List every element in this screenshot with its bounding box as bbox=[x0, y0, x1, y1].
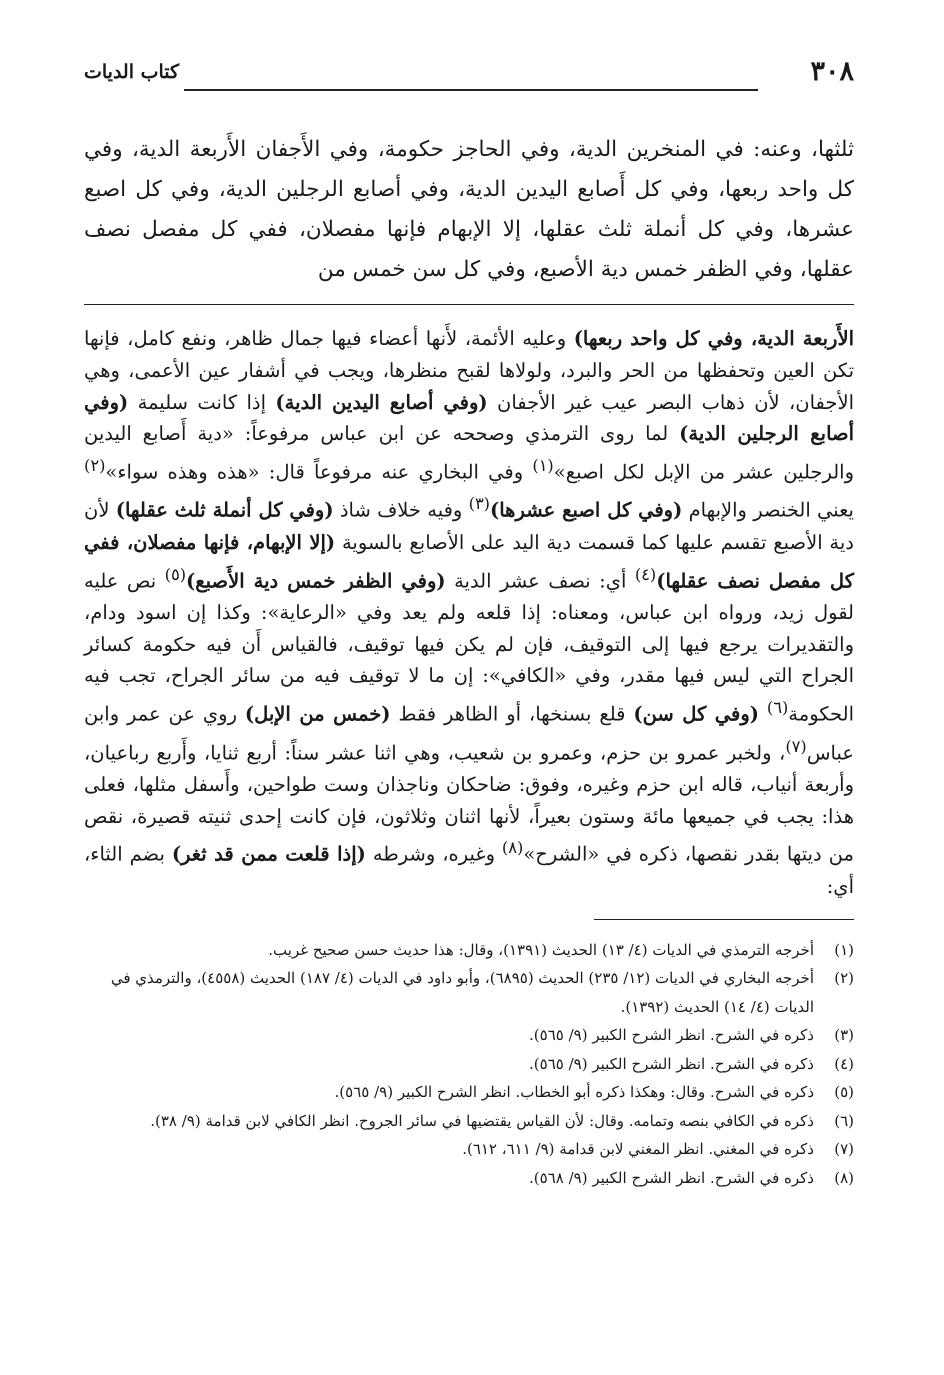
footnote-ref[interactable]: (٧) bbox=[785, 736, 807, 756]
footnote-text: ذكره في الشرح. انظر الشرح الكبير (٩/ ٥٦٥). bbox=[529, 1026, 814, 1045]
footnote bbox=[84, 1107, 854, 1136]
footnote-number: (٦) bbox=[834, 1111, 854, 1130]
footnote bbox=[84, 936, 854, 965]
book-page bbox=[84, 52, 854, 1192]
quoted-matn: الأَربعة الدية، وفي كل واحد ربعها) bbox=[573, 327, 854, 350]
footnote-number: (٤) bbox=[834, 1054, 854, 1073]
footnote-number: (٥) bbox=[834, 1083, 854, 1102]
footnote-number: (٢) bbox=[834, 969, 854, 988]
footnote-text: أخرجه الترمذي في الديات (٤/ ١٣) الحديث (١٣٩١)، وقال: هذا حديث حسن صحيح غريب. bbox=[268, 940, 814, 959]
footnote bbox=[84, 1135, 854, 1164]
quoted-matn: (وفي كل اصبع عشرها) bbox=[490, 498, 683, 522]
footnote bbox=[84, 1078, 854, 1107]
commentary-text: قلع بسنخها، أو الظاهر فقط bbox=[390, 702, 634, 726]
footnote-number: (٣) bbox=[834, 1026, 854, 1045]
footnote-ref[interactable]: (١) bbox=[532, 456, 554, 476]
commentary-text: ، ولخبر عمرو بن حزم، وعمرو بن شعيب، وهي اثنا عشر سناً: أربع ثنايا، وأَربع رباعيان، وأربعة أنياب، قاله ابن حزم وغيره، وفوق: ضاحكان وناجذان وست طواحين، وأَسفل مثلها، فعلى هذا: يجب في جميعها مائة وستون بعيراً، لأنها اثنان وثلاثون، فإن كانت إحدى ثنيته قصيرة، نقص من ديتها بقدر نقصها، ذكره في «الشرح» bbox=[84, 741, 854, 866]
footnote bbox=[84, 1050, 854, 1079]
footnote-text: ذكره في الشرح. وقال: وهكذا ذكره أبو الخطاب. انظر الشرح الكبير (٩/ ٥٦٥). bbox=[334, 1083, 814, 1102]
footnote-ref[interactable]: (٣) bbox=[468, 494, 491, 514]
footnote-ref[interactable]: (٢) bbox=[84, 456, 106, 476]
commentary-text: أي: نصف عشر الدية bbox=[445, 569, 635, 593]
footnote-text: ذكره في الشرح. انظر الشرح الكبير (٩/ ٥٦٨). bbox=[529, 1168, 814, 1187]
footnote-text: ذكره في الشرح. انظر الشرح الكبير (٩/ ٥٦٥). bbox=[529, 1054, 814, 1073]
commentary-text: روي عن عمر وابن عباس bbox=[84, 702, 854, 765]
commentary-text: نص عليه لقول زيد، ورواه ابن عباس، ومعناه: إذا قلعه ولم يعد وفي «الرعاية»: وكذا إن اسود ودام، والتقديرات يرجع فيها إلى التوقيف، فإن لم يكن فيها توقيف، فالقياس أَن فيه حكومة كسائر الجراح التي ليس فيها مقدر، وفي «الكافي»: إن ما لا توقيف فيه من سائر الجراح، تجب فيه الحكومة bbox=[84, 569, 854, 726]
commentary-text: وفيه خلاف شاذ bbox=[333, 498, 469, 522]
footnote-ref[interactable]: (٥) bbox=[164, 564, 187, 584]
footnote-ref[interactable]: (٨) bbox=[501, 838, 524, 858]
commentary-paragraph bbox=[84, 323, 854, 903]
quoted-matn: (وفي أصابع اليدين الدية) bbox=[275, 390, 488, 414]
main-text-paragraph: ثلثها، وعنه: في المنخرين الدية، وفي الحاجز حكومة، وفي الأَجفان الأَربعة الدية، وفي كل واحد ربعها، وفي كل أَصابع اليدين الدية، وفي أصابع الرجلين الدية، وفي كل اصبع عشرها، وفي كل أنملة ثلث عقلها، إلا الإبهام فإنها مفصلان، ففي كل مفصل نصف عقلها، وفي الظفر خمس دية الأصبع، وفي كل سن خمس من bbox=[84, 137, 854, 282]
footnote-separator-rule bbox=[594, 919, 854, 920]
footnote-number: (١) bbox=[834, 940, 854, 959]
footnote-text: أخرجه البخاري في الديات (١٢/ ٢٣٥) الحديث (٦٨٩٥)، وأبو داود في الديات (٤/ ١٨٧) الحديث (٤٥٥٨)، والترمذي في الديات (٤/ ١٤) الحديث (١٣٩٢). bbox=[110, 969, 814, 1016]
footnote-text: ذكره في الكافي بنصه وتمامه. وقال: لأن القياس يقتضيها في سائر الجروح. انظر الكافي لابن قدامة (٩/ ٣٨). bbox=[150, 1111, 814, 1130]
quoted-matn: (إذا قلعت ممن قد ثغر) bbox=[171, 842, 366, 866]
commentary-text: وعليه الأئمة، لأَنها أعضاء فيها جمال ظاهر، ونفع كامل، فإنها تكن العين وتحفظها من الحر والبرد، ولولاها لقبح منظرها، ويجب في أشفار عين الأعمى، وهي الأجفان، لأن ذهاب البصر عيب غير الأجفان bbox=[84, 327, 855, 414]
footnote-ref[interactable]: (٦) bbox=[766, 698, 789, 718]
quoted-matn: (إلا الإبهام، فإنها مفصلان، ففي كل مفصل نصف عقلها) bbox=[84, 530, 854, 593]
commentary bbox=[84, 323, 854, 903]
quoted-matn: (وفي أصابع الرجلين الدية) bbox=[84, 390, 854, 446]
footnotes bbox=[84, 936, 854, 1193]
commentary-text: يعني الخنصر والإبهام bbox=[682, 498, 854, 522]
quoted-matn: (وفي كل أنملة ثلث عقلها) bbox=[115, 498, 334, 522]
page-header bbox=[84, 52, 854, 92]
footnote bbox=[84, 964, 854, 1021]
footnote bbox=[84, 1164, 854, 1193]
text-separator-rule bbox=[84, 304, 854, 305]
commentary-text: لما روى الترمذي وصححه عن ابن عباس مرفوعاً: «دية أَصابع اليدين والرجلين عشر من الإبل لكل اصبع» bbox=[84, 422, 854, 484]
header-rule bbox=[184, 89, 758, 91]
page-number: ٣٠٨ bbox=[810, 56, 854, 87]
quoted-matn: (خمس من الإبل) bbox=[244, 702, 391, 726]
quoted-matn: (وفي الظفر خمس دية الأَصبع) bbox=[186, 569, 446, 593]
footnote-text: ذكره في المغني. انظر المغني لابن قدامة (٩/ ٦١١، ٦١٢). bbox=[462, 1140, 814, 1159]
commentary-text: وفي البخاري عنه مرفوعاً قال: «هذه وهذه سواء» bbox=[105, 460, 533, 484]
commentary-text bbox=[759, 703, 767, 726]
commentary-text: لأن دية الأصبع تقسم عليها كما قسمت دية اليد على الأصابع بالسوية bbox=[84, 498, 854, 554]
footnote-number: (٨) bbox=[834, 1168, 854, 1187]
commentary-text: وغيره، وشرطه bbox=[365, 842, 502, 866]
quoted-matn: (وفي كل سن) bbox=[633, 702, 759, 726]
footnote bbox=[84, 1021, 854, 1050]
footnote-number: (٧) bbox=[834, 1140, 854, 1159]
main-text bbox=[84, 130, 854, 290]
commentary-text: بضم الثاء، أي: bbox=[84, 842, 854, 898]
footnote-ref[interactable]: (٤) bbox=[634, 564, 657, 584]
running-title: كتاب الديات bbox=[84, 61, 180, 83]
commentary-text: إذا كانت سليمة bbox=[128, 390, 276, 414]
